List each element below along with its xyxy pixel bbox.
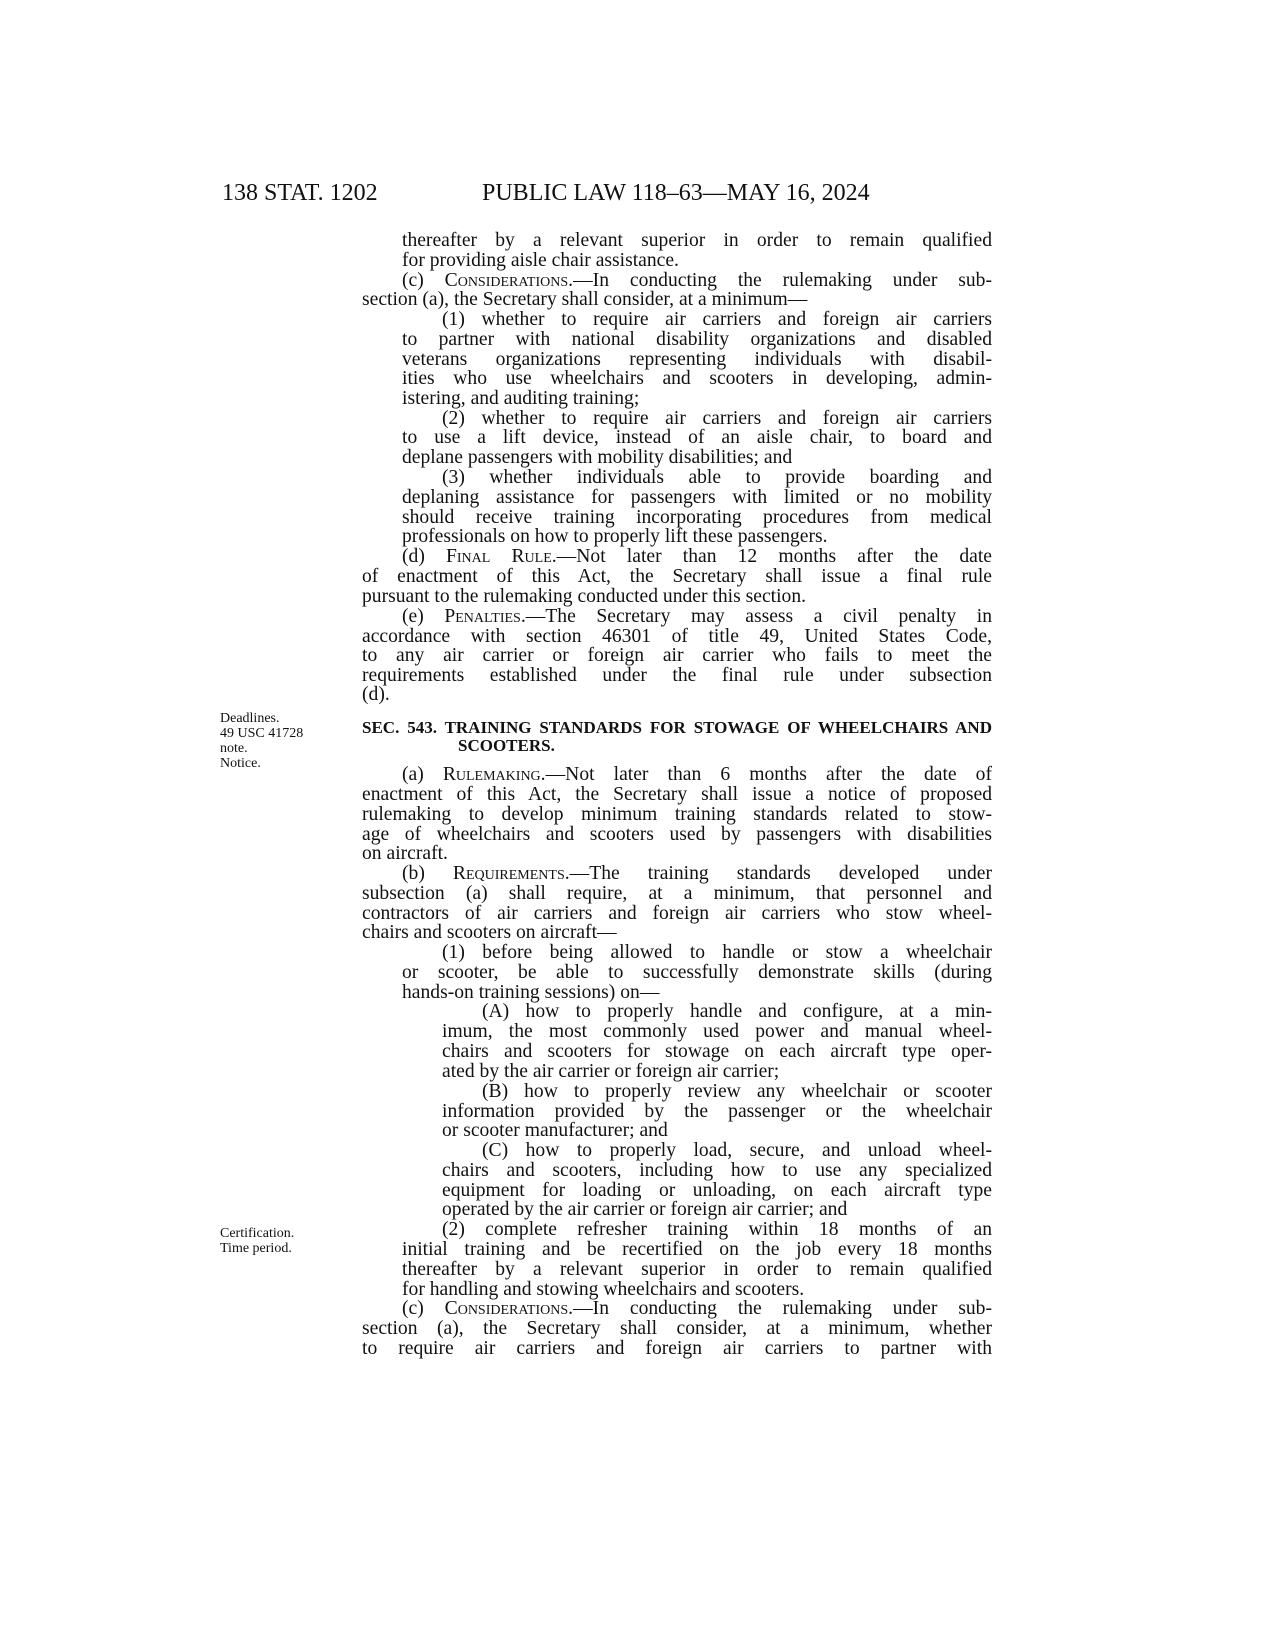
line-text: veterans organizations representing individuals with disabil- (402, 350, 992, 370)
text-line (442, 1200, 992, 1220)
line-text: subsection (a) shall require, at a minimum, that personnel and (362, 884, 992, 904)
text-line (362, 567, 992, 587)
section-heading-line (362, 718, 992, 738)
margin-note: Deadlines. (220, 711, 280, 726)
line-text: enactment of this Act, the Secretary shall issue a notice of proposed (362, 785, 992, 805)
line-text: .—The Secretary may assess a civil penalty in (520, 607, 992, 627)
line-text: (3) whether individuals able to provide boarding and (442, 468, 992, 488)
text-line (362, 923, 992, 943)
paragraph-label: (b) (402, 864, 453, 884)
text-line (442, 1062, 992, 1082)
text-line (362, 884, 992, 904)
text-line (442, 1042, 992, 1062)
line-text: SCOOTERS. (458, 736, 555, 755)
line-text: or scooter, be able to successfully demonstrate skills (during (402, 963, 992, 983)
line-text: section (a), the Secretary shall consider, at a minimum, whether (362, 1319, 992, 1339)
text-line (362, 785, 992, 805)
text-line (402, 983, 992, 1003)
text-line (362, 1339, 992, 1359)
text-line (442, 409, 992, 429)
text-line (402, 527, 992, 547)
line-text: or scooter manufacturer; and (442, 1120, 668, 1141)
text-line (402, 330, 992, 350)
text-line (362, 844, 992, 864)
paragraph-heading: Requirements (452, 864, 565, 884)
paragraph-label: (a) (402, 765, 443, 785)
text-line (402, 448, 992, 468)
line-text: requirements established under the final rule under subsection (362, 666, 992, 686)
text-line (442, 1102, 992, 1122)
text-line (402, 350, 992, 370)
text-line (402, 251, 992, 271)
line-text: of enactment of this Act, the Secretary shall issue a final rule (362, 567, 992, 587)
line-text: information provided by the passenger or the wheelchair (442, 1102, 992, 1122)
line-text: (C) how to properly load, secure, and unload wheel- (482, 1141, 992, 1161)
paragraph-heading: Rulemaking (442, 765, 541, 785)
line-text: thereafter by a relevant superior in order to remain qualified (402, 231, 992, 251)
line-text: .—In conducting the rulemaking under sub- (568, 1299, 992, 1319)
line-text: (A) how to properly handle and configure, at a min- (482, 1002, 992, 1022)
text-line (442, 1022, 992, 1042)
paragraph-label: (e) (402, 607, 445, 627)
stat-page-number: 138 STAT. 1202 (222, 180, 378, 206)
line-text: on aircraft. (362, 843, 448, 864)
line-text: professionals on how to properly lift these passengers. (402, 526, 828, 547)
text-line (362, 825, 992, 845)
text-line (402, 488, 992, 508)
line-text: for providing aisle chair assistance. (402, 250, 679, 271)
line-text: contractors of air carriers and foreign air carriers who stow wheel- (362, 904, 992, 924)
text-line (442, 310, 992, 330)
text-line (482, 1141, 992, 1161)
line-text: (B) how to properly review any wheelchair or scooter (482, 1082, 992, 1102)
paragraph-heading: Final Rule (446, 547, 552, 567)
line-text: istering, and auditing training; (402, 388, 640, 409)
text-line (482, 1082, 992, 1102)
text-line (402, 1299, 992, 1319)
line-text: thereafter by a relevant superior in order to remain qualified (402, 1260, 992, 1280)
text-line (402, 428, 992, 448)
line-text: (1) whether to require air carriers and foreign air carriers (442, 310, 992, 330)
line-text: .—Not later than 12 months after the date (551, 547, 992, 567)
line-text: SEC. 543. TRAINING STANDARDS FOR STOWAGE OF WHEELCHAIRS AND (362, 718, 992, 737)
text-line (402, 765, 992, 785)
line-text: imum, the most commonly used power and manual wheel- (442, 1022, 992, 1042)
text-line (362, 290, 992, 310)
line-text: rulemaking to develop minimum training standards related to stow- (362, 805, 992, 825)
text-line (442, 1220, 992, 1240)
text-line (362, 627, 992, 647)
text-line (362, 805, 992, 825)
text-line (362, 904, 992, 924)
line-text: to use a lift device, instead of an aisle chair, to board and (402, 428, 992, 448)
text-line (402, 547, 992, 567)
line-text: (2) whether to require air carriers and foreign air carriers (442, 409, 992, 429)
line-text: operated by the air carrier or foreign air carrier; and (442, 1199, 848, 1220)
line-text: accordance with section 46301 of title 49, United States Code, (362, 627, 992, 647)
line-text: section (a), the Secretary shall consider, at a minimum— (362, 289, 808, 310)
line-text: to partner with national disability organizations and disabled (402, 330, 992, 350)
text-line (402, 389, 992, 409)
line-text: (2) complete refresher training within 18 months of an (442, 1220, 992, 1240)
text-line (402, 1260, 992, 1280)
text-line (362, 685, 992, 705)
text-line (362, 1319, 992, 1339)
section-heading-line (458, 736, 992, 756)
line-text: initial training and be recertified on the job every 18 months (402, 1240, 992, 1260)
text-line (362, 666, 992, 686)
line-text: ated by the air carrier or foreign air carrier; (442, 1061, 780, 1082)
text-line (442, 1121, 992, 1141)
text-line (402, 607, 992, 627)
text-line (402, 508, 992, 528)
text-line (402, 1240, 992, 1260)
paragraph-label: (d) (402, 547, 446, 567)
running-header-title: PUBLIC LAW 118–63—MAY 16, 2024 (482, 180, 870, 206)
text-line (442, 468, 992, 488)
margin-note: Time period. (220, 1241, 292, 1256)
paragraph-heading: Penalties (444, 607, 521, 627)
text-line (442, 1161, 992, 1181)
text-line (442, 943, 992, 963)
line-text: (1) before being allowed to handle or stow a wheelchair (442, 943, 992, 963)
text-line (402, 864, 992, 884)
line-text: deplane passengers with mobility disabilities; and (402, 447, 793, 468)
text-line (482, 1002, 992, 1022)
line-text: deplaning assistance for passengers with limited or no mobility (402, 488, 992, 508)
line-text: pursuant to the rulemaking conducted under this section. (362, 586, 807, 607)
line-text: .—In conducting the rulemaking under sub- (568, 271, 992, 291)
line-text: .—The training standards developed under (564, 864, 992, 884)
line-text: equipment for loading or unloading, on each aircraft type (442, 1181, 992, 1201)
paragraph-label: (c) (402, 1299, 445, 1319)
text-line (402, 271, 992, 291)
line-text: chairs and scooters for stowage on each aircraft type oper- (442, 1042, 992, 1062)
line-text: hands-on training sessions) on— (402, 982, 660, 1003)
text-line (402, 369, 992, 389)
line-text: for handling and stowing wheelchairs and scooters. (402, 1279, 805, 1300)
margin-note: 49 USC 41728 (220, 726, 304, 741)
line-text: ities who use wheelchairs and scooters in developing, admin- (402, 369, 992, 389)
text-line (402, 963, 992, 983)
line-text: to require air carriers and foreign air carriers to partner with (362, 1339, 992, 1359)
text-line (402, 1280, 992, 1300)
line-text: to any air carrier or foreign air carrier who fails to meet the (362, 646, 992, 666)
line-text: age of wheelchairs and scooters used by passengers with disabilities (362, 825, 992, 845)
line-text: chairs and scooters, including how to use any specialized (442, 1161, 992, 1181)
line-text: .—Not later than 6 months after the date of (540, 765, 992, 785)
text-line (402, 231, 992, 251)
text-line (362, 587, 992, 607)
text-line (442, 1181, 992, 1201)
margin-note: note. (220, 741, 248, 756)
line-text: should receive training incorporating procedures from medical (402, 508, 992, 528)
paragraph-label: (c) (402, 271, 445, 291)
line-text: (d). (362, 684, 390, 705)
paragraph-heading: Considerations (444, 1299, 569, 1319)
line-text: chairs and scooters on aircraft— (362, 922, 617, 943)
margin-note: Notice. (220, 756, 261, 771)
margin-note: Certification. (220, 1226, 295, 1241)
text-line (362, 646, 992, 666)
paragraph-heading: Considerations (444, 271, 569, 291)
